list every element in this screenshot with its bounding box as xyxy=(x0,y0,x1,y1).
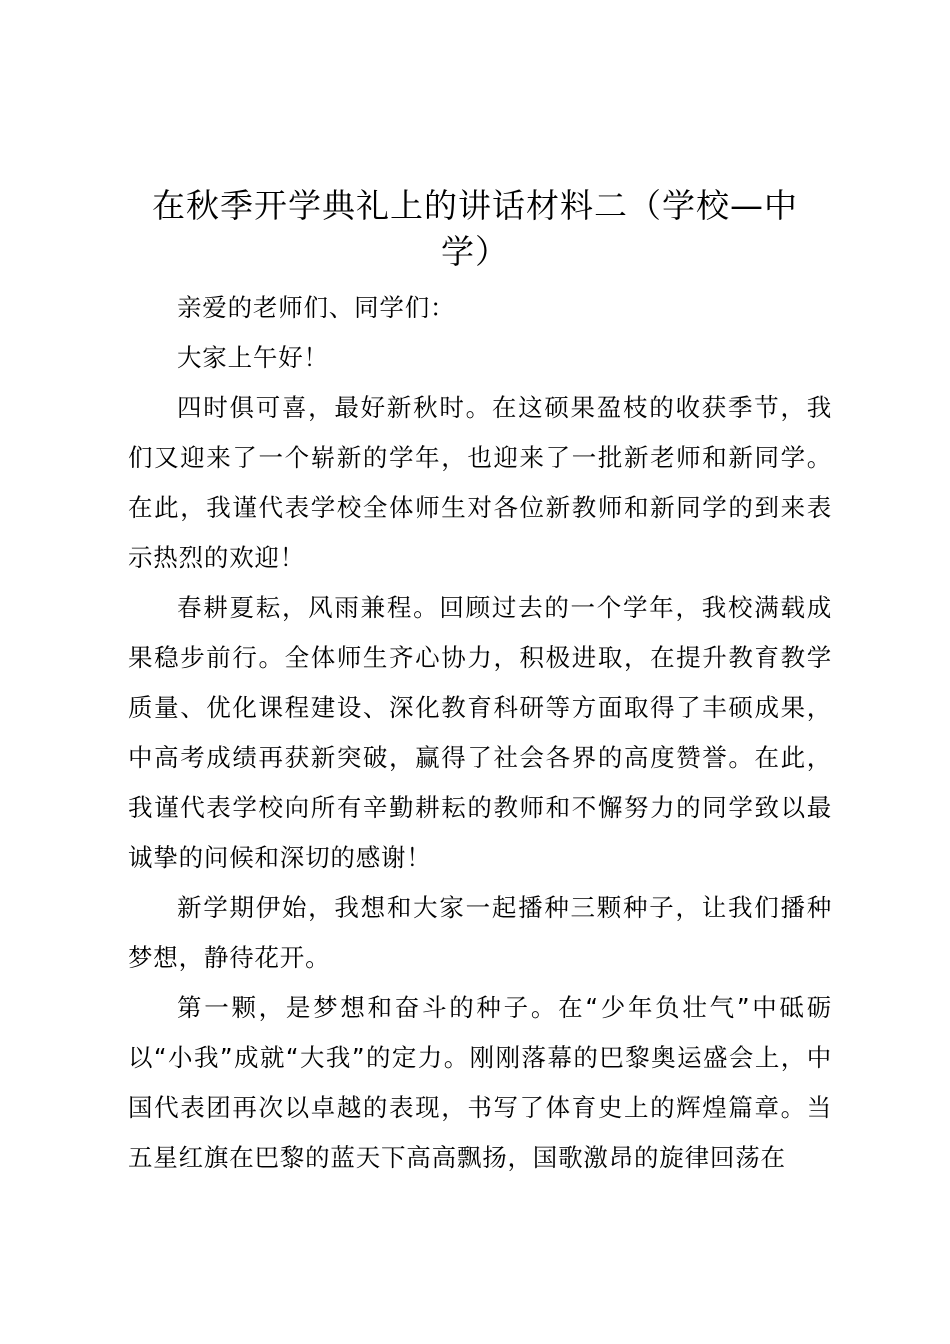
paragraph-greeting: 亲爱的老师们、同学们： xyxy=(177,293,456,322)
paragraph-first-seed: 第一颗，是梦想和奋斗的种子。在“少年负壮气”中砥砺以“小我”成就“大我”的定力。刚刚落幕的巴黎奥运盛会上，中国代表团再次以卓越的表现，书写了体育史上的辉煌篇章。当五星红旗在巴黎的蓝天下高高飘扬，国歌激昂的旋律回荡在 xyxy=(128,993,832,1172)
paragraph-seeds-intro: 新学期伊始，我想和大家一起播种三颗种子，让我们播种梦想，静待花开。 xyxy=(128,893,832,972)
paragraph-review: 春耕夏耘，风雨兼程。回顾过去的一个学年，我校满载成果稳步前行。全体师生齐心协力，积极进取，在提升教育教学质量、优化课程建设、深化教育科研等方面取得了丰硕成果，中高考成绩再获新突破，赢得了社会各界的高度赞誉。在此，我谨代表学校向所有辛勤耕耘的教师和不懈努力的同学致以最诚挚的问候和深切的感谢！ xyxy=(128,593,832,872)
paragraph-salutation: 大家上午好！ xyxy=(177,343,329,372)
document-title: 在秋季开学典礼上的讲话材料二（学校—中学） xyxy=(152,186,798,271)
document-body xyxy=(128,283,832,1183)
paragraph-welcome: 四时俱可喜，最好新秋时。在这硕果盈枝的收获季节，我们又迎来了一个崭新的学年，也迎来了一批新老师和新同学。在此，我谨代表学校全体师生对各位新教师和新同学的到来表示热烈的欢迎！ xyxy=(128,393,832,572)
